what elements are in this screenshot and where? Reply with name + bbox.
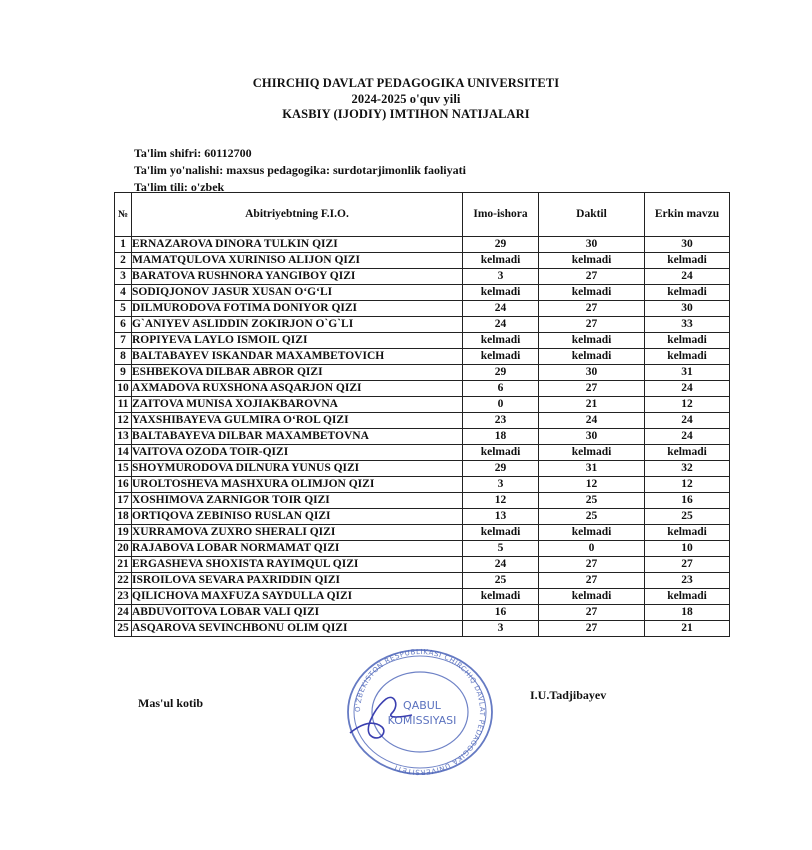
program-code: Ta'lim shifri: 60112700 — [134, 146, 252, 160]
applicant-name: XOSHIMOVA ZARNIGOR TOIR QIZI — [132, 493, 463, 509]
row-number: 1 — [115, 237, 132, 253]
score-dactyl: 27 — [539, 621, 645, 637]
applicant-name: BALTABAYEV ISKANDAR MAXAMBETOVICH — [132, 349, 463, 365]
score-dactyl: 21 — [539, 397, 645, 413]
score-sign-language: kelmadi — [463, 285, 539, 301]
score-sign-language: 25 — [463, 573, 539, 589]
applicant-name: YAXSHIBAYEVA GULMIRA O‘ROL QIZI — [132, 413, 463, 429]
table-row — [115, 605, 730, 621]
score-sign-language: 29 — [463, 365, 539, 381]
score-dactyl: 27 — [539, 381, 645, 397]
table-row — [115, 509, 730, 525]
table-header-row — [115, 193, 730, 237]
score-dactyl: kelmadi — [539, 349, 645, 365]
applicant-name: BALTABAYEVA DILBAR MAXAMBETOVNA — [132, 429, 463, 445]
score-sign-language: kelmadi — [463, 333, 539, 349]
row-number: 18 — [115, 509, 132, 525]
score-free-topic: 24 — [645, 429, 730, 445]
row-number: 16 — [115, 477, 132, 493]
row-number: 13 — [115, 429, 132, 445]
table-row — [115, 477, 730, 493]
table-row — [115, 445, 730, 461]
academic-year: 2024-2025 o'quv yili — [351, 92, 461, 106]
score-free-topic: 30 — [645, 237, 730, 253]
row-number: 9 — [115, 365, 132, 381]
admission-committee-stamp — [342, 647, 498, 777]
score-sign-language: 23 — [463, 413, 539, 429]
applicant-name: UROLTOSHEVA MASHXURA OLIMJON QIZI — [132, 477, 463, 493]
applicant-name: ERGASHEVA SHOXISTA RAYIMQUL QIZI — [132, 557, 463, 573]
score-dactyl: 27 — [539, 573, 645, 589]
applicant-name: SHOYMURODOVA DILNURA YUNUS QIZI — [132, 461, 463, 477]
row-number: 25 — [115, 621, 132, 637]
table-row — [115, 397, 730, 413]
score-dactyl: 30 — [539, 429, 645, 445]
score-dactyl: kelmadi — [539, 285, 645, 301]
table-row — [115, 413, 730, 429]
table-row — [115, 621, 730, 637]
score-free-topic: kelmadi — [645, 253, 730, 269]
row-number: 12 — [115, 413, 132, 429]
score-sign-language: 12 — [463, 493, 539, 509]
score-dactyl: 30 — [539, 237, 645, 253]
svg-text:O'ZBEKISTON RESPUBLIKASI CHIRC — [354, 648, 486, 776]
table-row — [115, 333, 730, 349]
score-free-topic: 12 — [645, 477, 730, 493]
applicant-name: ERNAZAROVA DINORA TULKIN QIZI — [132, 237, 463, 253]
row-number: 24 — [115, 605, 132, 621]
table-row — [115, 557, 730, 573]
row-number: 11 — [115, 397, 132, 413]
score-sign-language: 0 — [463, 397, 539, 413]
score-sign-language: kelmadi — [463, 253, 539, 269]
score-free-topic: 32 — [645, 461, 730, 477]
table-row — [115, 493, 730, 509]
row-number: 8 — [115, 349, 132, 365]
score-free-topic: kelmadi — [645, 589, 730, 605]
applicant-name: QILICHOVA MAXFUZA SAYDULLA QIZI — [132, 589, 463, 605]
row-number: 22 — [115, 573, 132, 589]
score-dactyl: 30 — [539, 365, 645, 381]
score-sign-language: 6 — [463, 381, 539, 397]
applicant-name: ORTIQOVA ZEBINISO RUSLAN QIZI — [132, 509, 463, 525]
table-row — [115, 237, 730, 253]
table-row — [115, 269, 730, 285]
score-dactyl: 27 — [539, 317, 645, 333]
row-number: 23 — [115, 589, 132, 605]
score-sign-language: kelmadi — [463, 525, 539, 541]
score-dactyl: 0 — [539, 541, 645, 557]
table-row — [115, 541, 730, 557]
score-dactyl: kelmadi — [539, 253, 645, 269]
score-sign-language: 16 — [463, 605, 539, 621]
university-title: CHIRCHIQ DAVLAT PEDAGOGIKA UNIVERSITETI — [252, 76, 560, 90]
score-free-topic: 23 — [645, 573, 730, 589]
applicant-name: G`ANIYEV ASLIDDIN ZOKIRJON O`G`LI — [132, 317, 463, 333]
score-free-topic: 25 — [645, 509, 730, 525]
table-row — [115, 253, 730, 269]
table-row — [115, 589, 730, 605]
score-dactyl: 27 — [539, 269, 645, 285]
table-row — [115, 317, 730, 333]
table-row — [115, 381, 730, 397]
header-free-topic: Erkin mavzu — [645, 193, 730, 237]
row-number: 20 — [115, 541, 132, 557]
applicant-name: VAITOVA OZODA TOIR-QIZI — [132, 445, 463, 461]
signatory-name: I.U.Tadjibayev — [530, 688, 607, 702]
score-dactyl: kelmadi — [539, 525, 645, 541]
row-number: 3 — [115, 269, 132, 285]
applicant-name: ISROILOVA SEVARA PAXRIDDIN QIZI — [132, 573, 463, 589]
score-dactyl: 24 — [539, 413, 645, 429]
applicant-name: ESHBEKOVA DILBAR ABROR QIZI — [132, 365, 463, 381]
score-sign-language: 3 — [463, 477, 539, 493]
applicant-name: XURRAMOVA ZUXRO SHERALI QIZI — [132, 525, 463, 541]
header-full-name: Abitriyebtning F.I.O. — [132, 193, 463, 237]
row-number: 19 — [115, 525, 132, 541]
score-dactyl: 27 — [539, 557, 645, 573]
score-dactyl: 25 — [539, 493, 645, 509]
applicant-name: DILMURODOVA FOTIMA DONIYOR QIZI — [132, 301, 463, 317]
stamp-center-line1: QABUL — [403, 699, 441, 712]
score-free-topic: kelmadi — [645, 349, 730, 365]
score-free-topic: 21 — [645, 621, 730, 637]
score-sign-language: 29 — [463, 461, 539, 477]
document-title: KASBIY (IJODIY) IMTIHON NATIJALARI — [282, 107, 530, 121]
score-free-topic: kelmadi — [645, 333, 730, 349]
table-row — [115, 285, 730, 301]
score-free-topic: 24 — [645, 381, 730, 397]
score-free-topic: 31 — [645, 365, 730, 381]
score-free-topic: kelmadi — [645, 445, 730, 461]
score-sign-language: 24 — [463, 317, 539, 333]
score-sign-language: 18 — [463, 429, 539, 445]
row-number: 21 — [115, 557, 132, 573]
score-sign-language: 3 — [463, 269, 539, 285]
row-number: 7 — [115, 333, 132, 349]
header-dactyl: Daktil — [539, 193, 645, 237]
table-body — [115, 237, 730, 637]
applicant-name: ZAITOVA MUNISA XOJIAKBAROVNA — [132, 397, 463, 413]
results-table — [114, 192, 730, 637]
score-sign-language: 13 — [463, 509, 539, 525]
score-sign-language: 29 — [463, 237, 539, 253]
stamp-ring-text: O'ZBEKISTON RESPUBLIKASI CHIRCHIQ DAVLAT PEDAGOGIKA UNIVERSITETI — [353, 647, 487, 777]
score-free-topic: 27 — [645, 557, 730, 573]
row-number: 15 — [115, 461, 132, 477]
table-row — [115, 429, 730, 445]
score-dactyl: 25 — [539, 509, 645, 525]
table-row — [115, 365, 730, 381]
header-sign-language: Imo-ishora — [463, 193, 539, 237]
score-sign-language: kelmadi — [463, 589, 539, 605]
instruction-language: Ta'lim tili: o'zbek — [134, 180, 225, 194]
score-free-topic: 16 — [645, 493, 730, 509]
score-free-topic: 30 — [645, 301, 730, 317]
score-dactyl: kelmadi — [539, 333, 645, 349]
score-free-topic: kelmadi — [645, 285, 730, 301]
applicant-name: ROPIYEVA LAYLO ISMOIL QIZI — [132, 333, 463, 349]
score-dactyl: 27 — [539, 301, 645, 317]
score-sign-language: 5 — [463, 541, 539, 557]
score-dactyl: kelmadi — [539, 589, 645, 605]
score-free-topic: 10 — [645, 541, 730, 557]
applicant-name: AXMADOVA RUXSHONA ASQARJON QIZI — [132, 381, 463, 397]
score-dactyl: kelmadi — [539, 445, 645, 461]
score-free-topic: 24 — [645, 269, 730, 285]
stamp-center-line2: KOMISSIYASI — [387, 714, 457, 727]
table-row — [115, 301, 730, 317]
score-dactyl: 27 — [539, 605, 645, 621]
row-number: 17 — [115, 493, 132, 509]
score-dactyl: 31 — [539, 461, 645, 477]
applicant-name: ABDUVOITOVA LOBAR VALI QIZI — [132, 605, 463, 621]
score-sign-language: 24 — [463, 301, 539, 317]
row-number: 4 — [115, 285, 132, 301]
score-sign-language: kelmadi — [463, 445, 539, 461]
score-sign-language: 24 — [463, 557, 539, 573]
score-free-topic: 24 — [645, 413, 730, 429]
row-number: 10 — [115, 381, 132, 397]
applicant-name: ASQAROVA SEVINCHBONU OLIM QIZI — [132, 621, 463, 637]
score-dactyl: 12 — [539, 477, 645, 493]
table-row — [115, 525, 730, 541]
applicant-name: RAJABOVA LOBAR NORMAMAT QIZI — [132, 541, 463, 557]
score-free-topic: 12 — [645, 397, 730, 413]
applicant-name: BARATOVA RUSHNORA YANGIBOY QIZI — [132, 269, 463, 285]
applicant-name: MAMATQULOVA XURINISO ALIJON QIZI — [132, 253, 463, 269]
table-row — [115, 349, 730, 365]
row-number: 2 — [115, 253, 132, 269]
score-sign-language: kelmadi — [463, 349, 539, 365]
row-number: 6 — [115, 317, 132, 333]
applicant-name: SODIQJONOV JASUR XUSAN O‘G‘LI — [132, 285, 463, 301]
program-direction: Ta'lim yo'nalishi: maxsus pedagogika: surdotarjimonlik faoliyati — [134, 163, 466, 177]
header-number: № — [115, 193, 132, 237]
responsible-secretary-label: Mas'ul kotib — [138, 696, 204, 710]
table-row — [115, 573, 730, 589]
score-free-topic: 18 — [645, 605, 730, 621]
table-row — [115, 461, 730, 477]
row-number: 14 — [115, 445, 132, 461]
row-number: 5 — [115, 301, 132, 317]
score-sign-language: 3 — [463, 621, 539, 637]
score-free-topic: 33 — [645, 317, 730, 333]
score-free-topic: kelmadi — [645, 525, 730, 541]
